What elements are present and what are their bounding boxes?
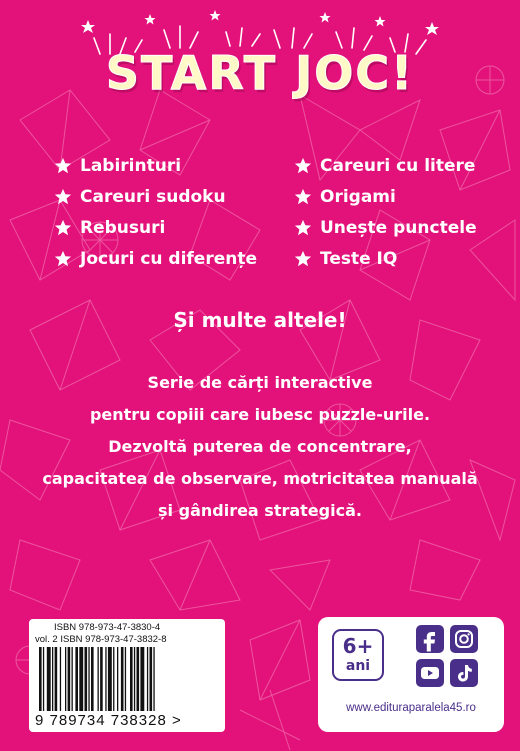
star-icon	[54, 157, 72, 175]
description-line: pentru copiii care iubesc puzzle-urile.	[89, 405, 431, 424]
description	[0, 371, 520, 531]
description-line: Serie de cărți interactive	[147, 373, 373, 392]
list-item	[54, 150, 257, 181]
list-item	[54, 181, 257, 212]
list-item	[294, 243, 477, 274]
star-icon	[54, 188, 72, 206]
isbn-volume: vol. 2 ISBN 978-973-47-3832-8	[35, 634, 167, 645]
page-title: START JOC!	[105, 46, 415, 100]
star-icon	[54, 250, 72, 268]
age-badge	[332, 629, 384, 681]
star-icon	[54, 219, 72, 237]
feature-label: Rebusuri	[80, 217, 166, 238]
youtube-icon[interactable]	[416, 659, 444, 687]
instagram-icon[interactable]	[450, 625, 478, 653]
feature-label: Labirinturi	[80, 155, 182, 176]
description-line: și gândirea strategică.	[158, 501, 362, 520]
list-item	[294, 181, 477, 212]
star-icon	[294, 157, 312, 175]
tiktok-icon[interactable]	[450, 659, 478, 687]
barcode-number: 9 789734 738328 >	[35, 712, 182, 729]
feature-label: Careuri sudoku	[80, 186, 226, 207]
list-item	[294, 150, 477, 181]
website-link[interactable]: www.edituraparalela45.ro	[346, 702, 476, 714]
barcode-box	[29, 619, 225, 732]
facebook-icon[interactable]	[416, 625, 444, 653]
feature-list-right	[294, 150, 477, 274]
age-number: 6+	[342, 634, 374, 658]
barcode-icon	[37, 647, 217, 713]
star-icon	[294, 250, 312, 268]
more-headline: Și multe altele!	[173, 308, 347, 332]
list-item	[54, 212, 257, 243]
list-item	[294, 212, 477, 243]
feature-list-left	[54, 150, 257, 274]
description-line: Dezvoltă puterea de concentrare,	[108, 437, 412, 456]
list-item	[54, 243, 257, 274]
feature-label: Origami	[320, 186, 396, 207]
star-icon	[294, 188, 312, 206]
feature-label: Careuri cu litere	[320, 155, 476, 176]
publisher-info-box	[318, 617, 504, 732]
title-block	[0, 0, 520, 115]
feature-label: Jocuri cu diferențe	[80, 248, 258, 269]
age-unit: ani	[345, 658, 371, 674]
feature-label: Teste IQ	[320, 248, 398, 269]
feature-label: Unește punctele	[320, 217, 477, 238]
star-icon	[294, 219, 312, 237]
description-line: capacitatea de observare, motricitatea manuală	[42, 469, 478, 488]
isbn-primary: ISBN 978-973-47-3830-4	[54, 622, 161, 633]
social-icons	[416, 625, 478, 687]
